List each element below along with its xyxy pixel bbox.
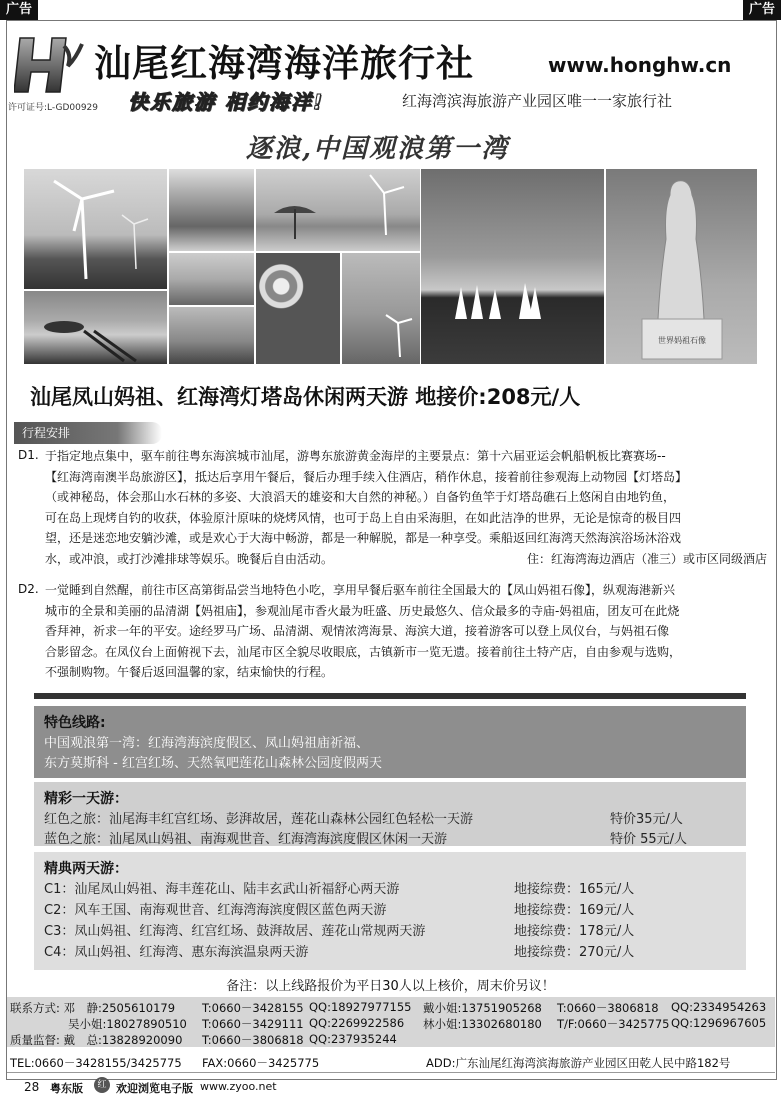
photo-wind-turbines-hills	[24, 169, 167, 289]
contact-field: 联系方式: 邓 静:2505610179	[10, 1001, 176, 1015]
schedule-tag: 行程安排	[14, 422, 162, 444]
twoday-item: C3：凤山妈祖、红海湾、红宫红场、鼓湃故居、莲花山常规两天游 地接综费：178元/人	[44, 924, 635, 939]
contact-field: QQ:1296967605	[671, 1016, 767, 1030]
day1-stay: 住：红海湾海边酒店（准三）或市区同级酒店	[526, 551, 767, 566]
twoday-item: C2：风车王国、南海观世音、红海湾海滨度假区蓝色两天游 地接综费：169元/人	[44, 903, 635, 918]
feature-routes-title: 特色线路:	[44, 715, 106, 731]
oneday-item: 蓝色之旅：汕尾凤山妈祖、南海观世音、红海湾海滨度假区休闲一天游 特价 55元/人	[44, 832, 688, 847]
statue-caption: 世界妈祖石像	[658, 336, 706, 345]
price-note: 备注：以上线路报价为平日30人以上核价，周末价另议！	[226, 979, 555, 994]
ad-tag-left: 广告	[0, 0, 38, 20]
contact-field: 林小姐:13302680180	[423, 1017, 542, 1031]
contact-panel	[7, 997, 775, 1047]
oneday-box	[34, 782, 746, 846]
photo-sailboats-sea	[421, 169, 604, 364]
sub-slogan: 红海湾滨海旅游产业园区唯一一家旅行社	[402, 92, 673, 110]
twoday-item: C4：凤山妈祖、红海湾、惠东海滨温泉两天游 地接综费：270元/人	[44, 945, 635, 960]
twoday-box	[34, 852, 746, 970]
footer-divider	[7, 1072, 775, 1073]
photo-wind-turbine-sea	[342, 253, 420, 364]
contact-tel: TEL:0660－3428155/3425775	[10, 1056, 182, 1070]
photo-coast-waves	[169, 169, 254, 251]
day2-label: D2.	[18, 582, 39, 596]
license-number: 许可证号:L-GD00929	[8, 103, 99, 113]
contact-field: T:0660－3429111	[202, 1017, 304, 1031]
contact-field: QQ:18927977155	[309, 1000, 412, 1014]
page-number: 28	[24, 1080, 40, 1094]
footer-site-link[interactable]: www.zyoo.net	[200, 1080, 277, 1093]
day1-label: D1.	[18, 448, 39, 462]
contact-field: QQ:237935244	[309, 1032, 397, 1046]
contact-field: T/F:0660－3425775	[557, 1017, 670, 1031]
oneday-title: 精彩一天游：	[44, 791, 128, 807]
twoday-item: C1：汕尾凤山妈祖、海丰莲花山、陆丰玄武山祈福舒心两天游 地接综费：165元/人	[44, 882, 635, 897]
contact-field: 吴小姐:18027890510	[68, 1017, 187, 1031]
welcome-text: 欢迎浏览电子版	[116, 1082, 193, 1095]
photo-beach-umbrella	[256, 169, 420, 251]
contact-field: T:0660－3806818	[202, 1033, 304, 1047]
oneday-item: 红色之旅：汕尾海丰红宫红场、彭湃故居，莲花山森林公园红色轻松一天游 特价35元/人	[44, 812, 683, 827]
slogan: 快乐旅游 相约海洋!	[128, 90, 325, 114]
contact-field: T:0660－3806818	[557, 1001, 659, 1015]
day2-text: 一觉睡到自然醒，前往市区高第街品尝当地特色小吃，享用早餐后驱车前往全国最大的【凤山妈祖石像】，纵观海港新兴 城市的全景和美丽的品清湖【妈祖庙】，参观汕尾市香火最为旺盛、历史最悠久、信众最多的寺庙-妈祖庙，团友可在此烧 香拜神，祈求一年的平安。途经罗马广场、品清湖、观情浓湾海景、海滨大道，接着游客可以登上凤仪台，与妈祖石像 合影留念。在凤仪台上面俯视下去，汕尾市区全貌尽收眼底，古镇新市一览无遗。接着前往土特产店，自由参观与选购， 不强制购物。午餐后返回温馨的家，结束愉快的行程。	[45, 583, 682, 679]
photo-flowers	[256, 253, 340, 364]
ad-tag-right: 广告	[743, 0, 781, 20]
agency-logo	[14, 32, 84, 98]
photo-pier-sunset	[24, 291, 167, 364]
edition-badge-icon: 红	[94, 1077, 110, 1093]
contact-field: T:0660－3428155	[202, 1001, 304, 1015]
photo-turbine-field	[169, 307, 254, 364]
tour-headline: 汕尾凤山妈祖、红海湾灯塔岛休闲两天游 地接价:208元/人	[30, 385, 581, 409]
photo-mazu-statue	[606, 169, 757, 364]
photo-rocky-coast	[169, 253, 254, 305]
section-divider	[34, 693, 746, 699]
agency-title: 汕尾红海湾海洋旅行社	[94, 42, 474, 85]
edition-label: 粤东版	[50, 1082, 83, 1095]
twoday-title: 精典两天游：	[44, 861, 128, 877]
contact-field: QQ:2334954263	[671, 1000, 767, 1014]
contact-field: QQ:2269922586	[309, 1016, 405, 1030]
calligraphy-slogan: 逐浪,中国观浪第一湾	[246, 134, 510, 164]
website-url[interactable]: www.honghw.cn	[548, 53, 732, 77]
contact-field: 质量监督: 戴 总:13828920090	[10, 1033, 183, 1047]
feature-line: 东方莫斯科 - 红宫红场、天然氧吧莲花山森林公园度假两天	[44, 756, 382, 771]
feature-line: 中国观浪第一湾：红海湾海滨度假区、凤山妈祖庙祈福、	[44, 736, 370, 751]
day1-text: 于指定地点集中，驱车前往粤东海滨城市汕尾，游粤东旅游黄金海岸的主要景点：第十六届亚运会帆船帆板比赛赛场-- 【红海湾南澳半岛旅游区】，抵达后享用午餐后，餐后办理手续入住酒店，稍作休息，接着前往参观海上动物园【灯塔岛】 （或神秘岛，体会那山水石林的多姿、大浪滔天的雄姿和大自然的神秘。）自备钓鱼竿于灯塔岛礁石上悠闲自由地钓鱼， 可在岛上现烤自钓的收获，体验原汁原味的烧烤风情，也可于岛上自由采海胆，在如此洁净的世界，无论是惊奇的极目四 望，还是迷恋地安躺沙滩，或是欢心于大海中畅游，都是一种解脱，都是一种享受。乘船返回红海湾天然海滨浴场沐浴戏 水，或冲浪，或打沙滩排球等娱乐。晚餐后自由活动。 住：红海湾海边酒店（准三）或市区同级酒店	[45, 446, 767, 569]
contact-field: 戴小姐:13751905268	[423, 1001, 542, 1015]
contact-fax: FAX:0660－3425775	[202, 1056, 320, 1070]
feature-routes-box	[34, 706, 746, 778]
contact-address: ADD:广东汕尾红海湾滨海旅游产业园区田乾人民中路182号	[426, 1056, 731, 1070]
